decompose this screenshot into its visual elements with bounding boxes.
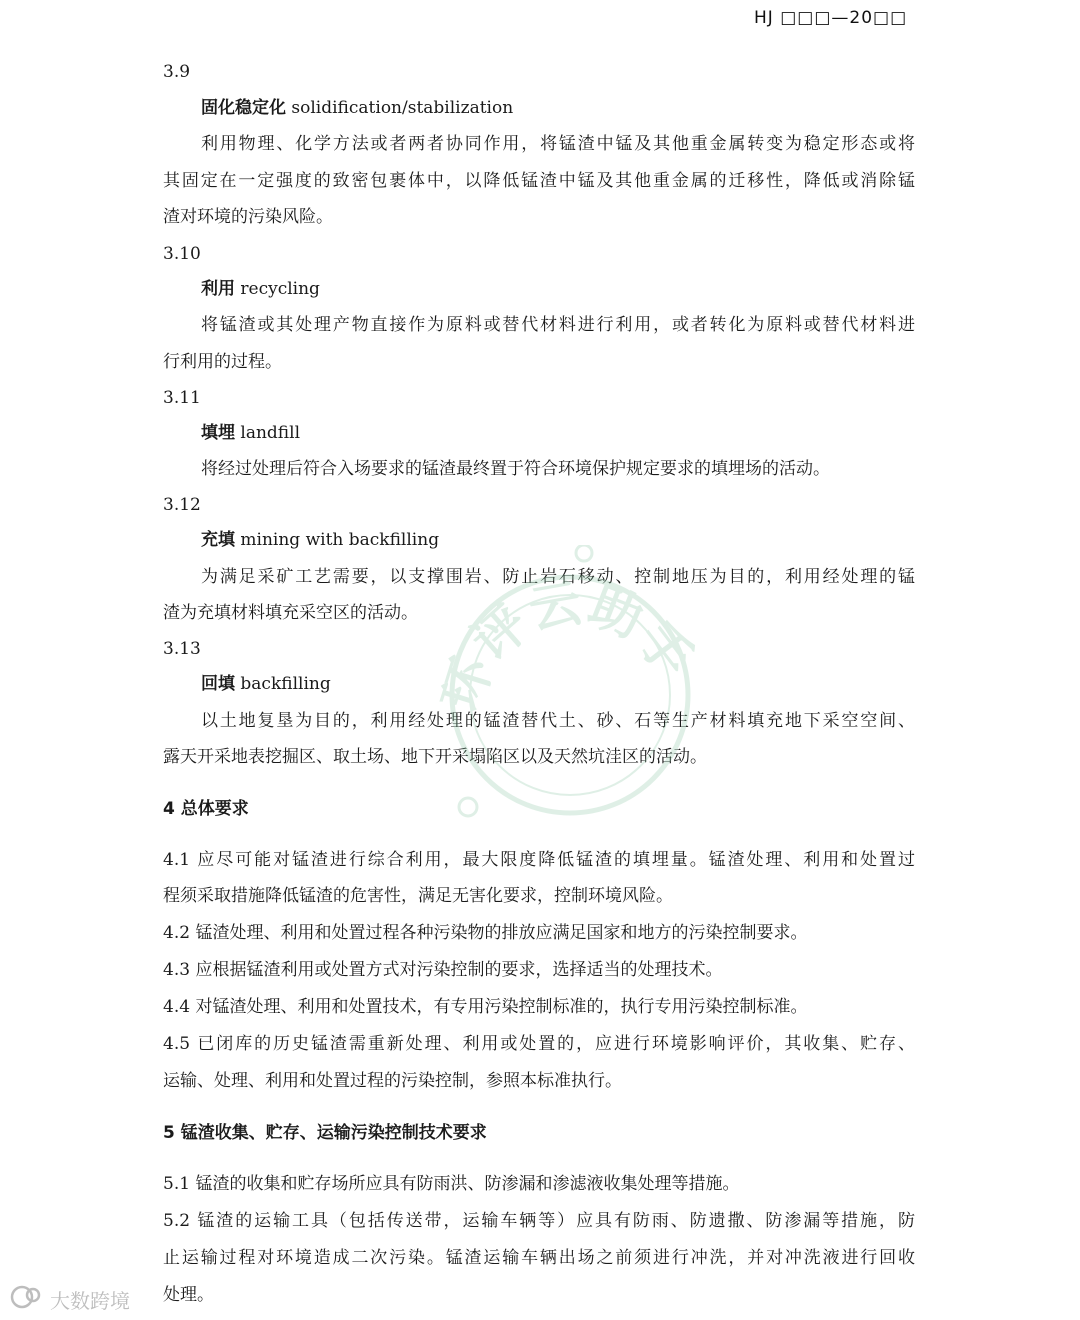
corner-watermark-text: 大数跨境 (50, 1289, 130, 1313)
corner-watermark (10, 1284, 130, 1315)
definition-line: 以土地复垦为目的，利用经处理的锰渣替代土、砂、石等生产材料填充地下采空空间、 (201, 711, 915, 731)
requirement-line: 4.2 锰渣处理、利用和处置过程各种污染物的排放应满足国家和地方的污染控制要求。 (163, 923, 808, 943)
requirement-line: 4.3 应根据锰渣利用或处置方式对污染控制的要求，选择适当的处理技术。 (163, 960, 723, 980)
term-zh: 固化稳定化 (201, 98, 286, 118)
svg-text:环评云助手 (432, 573, 704, 718)
watermark-stamp (420, 545, 720, 845)
requirement-line: 5.1 锰渣的收集和贮存场所应具有防雨洪、防渗漏和渗滤液收集处理等措施。 (163, 1174, 740, 1194)
requirement-line: 4.5 已闭库的历史锰渣需重新处理、利用或处置的，应进行环境影响评价，其收集、贮存、 (163, 1034, 915, 1054)
definition-line: 将锰渣或其处理产物直接作为原料或替代材料进行利用，或者转化为原料或替代材料进 (201, 315, 915, 335)
requirement-line: 5.2 锰渣的运输工具（包括传送带，运输车辆等）应具有防雨、防遗撒、防渗漏等措施，防 (163, 1211, 915, 1231)
definition-line: 其固定在一定强度的致密包裹体中，以降低锰渣中锰及其他重金属的迁移性，降低或消除锰 (163, 171, 915, 191)
watermark-text: 环评云助手 (431, 573, 704, 719)
logo-icon (10, 1284, 44, 1315)
definition-line: 将经过处理后符合入场要求的锰渣最终置于符合环境保护规定要求的填埋场的活动。 (201, 459, 830, 479)
definition-line: 利用物理、化学方法或者两者协同作用，将锰渣中锰及其他重金属转变为稳定形态或将 (201, 134, 915, 154)
term-zh: 利用 (201, 279, 235, 299)
definition-line: 行利用的过程。 (163, 352, 282, 372)
clause-number: 3.13 (163, 639, 201, 659)
clause-number: 3.12 (163, 495, 201, 515)
term-en: backfilling (240, 674, 331, 694)
standard-code: HJ □□□—20□□ (754, 8, 908, 28)
term-zh: 回填 (201, 674, 235, 694)
term-heading (201, 277, 320, 301)
requirement-line: 程须采取措施降低锰渣的危害性，满足无害化要求，控制环境风险。 (163, 886, 673, 906)
clause-number: 3.9 (163, 62, 191, 82)
section-title: 5 锰渣收集、贮存、运输污染控制技术要求 (163, 1123, 487, 1143)
definition-line: 渣为充填材料填充采空区的活动。 (163, 603, 418, 623)
definition-line: 为满足采矿工艺需要，以支撑围岩、防止岩石移动、控制地压为目的，利用经处理的锰 (201, 567, 915, 587)
term-en: mining with backfilling (240, 530, 440, 550)
definition-line: 渣对环境的污染风险。 (163, 207, 333, 227)
clause-number: 3.10 (163, 244, 201, 264)
requirement-line: 止运输过程对环境造成二次污染。锰渣运输车辆出场之前须进行冲洗，并对冲洗液进行回收 (163, 1248, 915, 1268)
requirement-line: 处理。 (163, 1285, 214, 1305)
term-zh: 充填 (201, 530, 235, 550)
term-heading (201, 672, 331, 696)
term-en: recycling (240, 279, 320, 299)
term-zh: 填埋 (201, 423, 235, 443)
definition-line: 露天开采地表挖掘区、取土场、地下开采塌陷区以及天然坑洼区的活动。 (163, 747, 707, 767)
term-heading (201, 421, 300, 445)
term-en: solidification/stabilization (291, 98, 514, 118)
clause-number: 3.11 (163, 388, 201, 408)
section-title: 4 总体要求 (163, 799, 249, 819)
requirement-line: 4.1 应尽可能对锰渣进行综合利用，最大限度降低锰渣的填埋量。锰渣处理、利用和处置过 (163, 850, 915, 870)
term-en: landfill (240, 423, 301, 443)
requirement-line: 4.4 对锰渣处理、利用和处置技术，有专用污染控制标准的，执行专用污染控制标准。 (163, 997, 808, 1017)
term-heading (201, 528, 439, 552)
requirement-line: 运输、处理、利用和处置过程的污染控制，参照本标准执行。 (163, 1071, 622, 1091)
term-heading (201, 96, 513, 120)
